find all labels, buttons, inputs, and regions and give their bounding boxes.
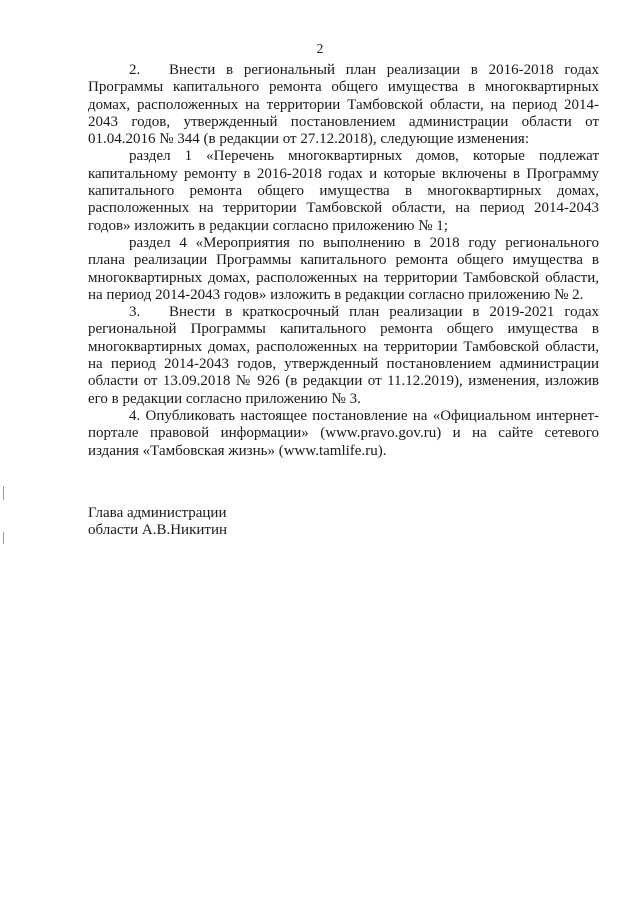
document-body	[88, 62, 599, 460]
signature-title: Глава администрации	[88, 505, 227, 521]
signature-name: области А.В.Никитин	[88, 522, 228, 539]
paragraph-item-4	[88, 408, 599, 460]
paragraph-text: 4. Опубликовать настоящее постановление на «Официальном интернет-портале правовой информации» (www.pravo.gov.ru) и на сайте сетевого издания «Тамбовская жизнь» (www.tamlife.ru).	[88, 407, 599, 459]
paragraph-text: раздел 4 «Мероприятия по выполнению в 2018 году регионального плана реализации Программы капитального ремонта общего имущества в многоквартирных домах, расположенных на территории Тамбовской области, на период 2014-2043 годов» изложить в редакции согласно приложению № 2.	[88, 234, 599, 303]
paragraph-text: Внести в краткосрочный план реализации в 2019-2021 годах региональной Программы капитального ремонта общего имущества в многоквартирных домах, расположенных на территории Тамбовской области, на период 2014-2043 годов, утвержденный постановлением администрации области от 13.09.2018 № 926 (в редакции от 11.12.2019), изменения, изложив его в редакции согласно приложению № 3.	[88, 304, 599, 407]
paragraph-number: 3.	[129, 304, 141, 321]
scan-edge-mark	[3, 532, 4, 544]
paragraph-text: раздел 1 «Перечень многоквартирных домов, которые подлежат капитальному ремонту в 2016-2018 годах и которые включены в Программу капитального ремонта общего имущества в многоквартирных домах, расположенных на территории Тамбовской области, на период 2014-2043 годов» изложить в редакции согласно приложению № 1;	[88, 148, 599, 234]
scan-edge-mark	[3, 486, 4, 500]
paragraph-section-1	[88, 148, 599, 234]
paragraph-text: Внести в региональный план реализации в 2016-2018 годах Программы капитального ремонта общего имущества в многоквартирных домах, расположенных на территории Тамбовской области, на период 2014-2043 годов, утвержденный постановлением администрации области от 01.04.2016 № 344 (в редакции от 27.12.2018), следующие изменения:	[88, 62, 599, 148]
page-number: 2	[316, 41, 324, 56]
paragraph-section-4	[88, 235, 599, 304]
signature-block	[88, 505, 227, 540]
paragraph-item-2	[88, 62, 599, 148]
paragraph-item-3	[88, 304, 599, 408]
paragraph-number: 2.	[129, 62, 141, 78]
